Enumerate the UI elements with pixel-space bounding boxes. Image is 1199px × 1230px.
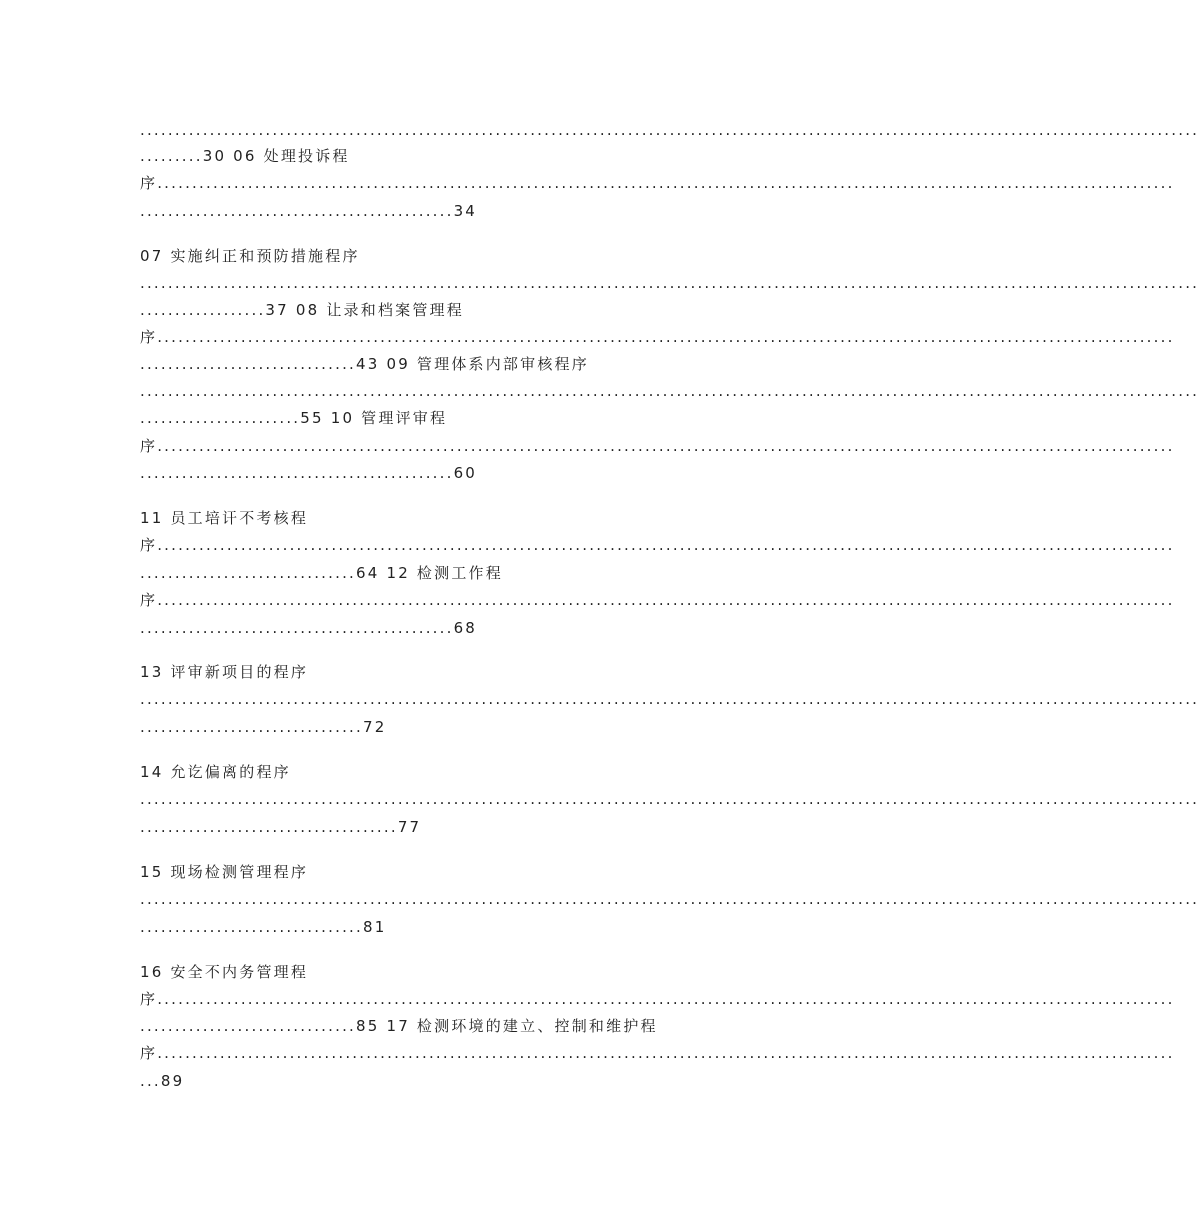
- toc-line: 序..................................................................................................................................................: [140, 591, 1175, 609]
- toc-line: ........................................................................................................................................................: [140, 121, 1199, 139]
- toc-line: .......................55 10 管理评审程: [140, 409, 448, 427]
- toc-line: ...............................85 17 检测环境的建立、控制和维护程: [140, 1017, 658, 1035]
- toc-line: ..................37 08 让录和档案管理程: [140, 301, 464, 319]
- toc-line: ........................................................................................................................................................: [140, 790, 1199, 808]
- toc-line: .........30 06 处理投诉程: [140, 147, 350, 165]
- toc-line: ........................................................................................................................................................: [140, 890, 1199, 908]
- toc-line: 序..................................................................................................................................................: [140, 1044, 1175, 1062]
- toc-line: ................................81: [140, 918, 387, 936]
- toc-heading: 15 现场检测管理程序: [140, 863, 309, 881]
- toc-line: ........................................................................................................................................................: [140, 274, 1199, 292]
- toc-line: .............................................60: [140, 464, 478, 482]
- toc-line: ........................................................................................................................................................: [140, 382, 1199, 400]
- toc-line: .............................................34: [140, 202, 478, 220]
- toc-line: .............................................68: [140, 619, 478, 637]
- toc-heading: 11 员工培讦不考核程: [140, 509, 309, 527]
- toc-line: ...............................43 09 管理体系内部审核程序: [140, 355, 589, 373]
- toc-line: 序..................................................................................................................................................: [140, 328, 1175, 346]
- toc-line: 序..................................................................................................................................................: [140, 536, 1175, 554]
- toc-line: ........................................................................................................................................................: [140, 690, 1199, 708]
- toc-heading: 14 允讫偏离的程序: [140, 763, 291, 781]
- toc-heading: 16 安全不内务管理程: [140, 963, 309, 981]
- toc-line: ...............................64 12 检测工作程: [140, 564, 503, 582]
- toc-line: ...89: [140, 1072, 185, 1090]
- toc-line: 序..................................................................................................................................................: [140, 437, 1175, 455]
- toc-heading: 07 实施纠正和预防措施程序: [140, 247, 360, 265]
- toc-line: ................................72: [140, 718, 387, 736]
- toc-line: .....................................77: [140, 818, 422, 836]
- toc-line: 序..................................................................................................................................................: [140, 990, 1175, 1008]
- toc-heading: 13 评审新项目的程序: [140, 663, 309, 681]
- toc-line: 序..................................................................................................................................................: [140, 174, 1175, 192]
